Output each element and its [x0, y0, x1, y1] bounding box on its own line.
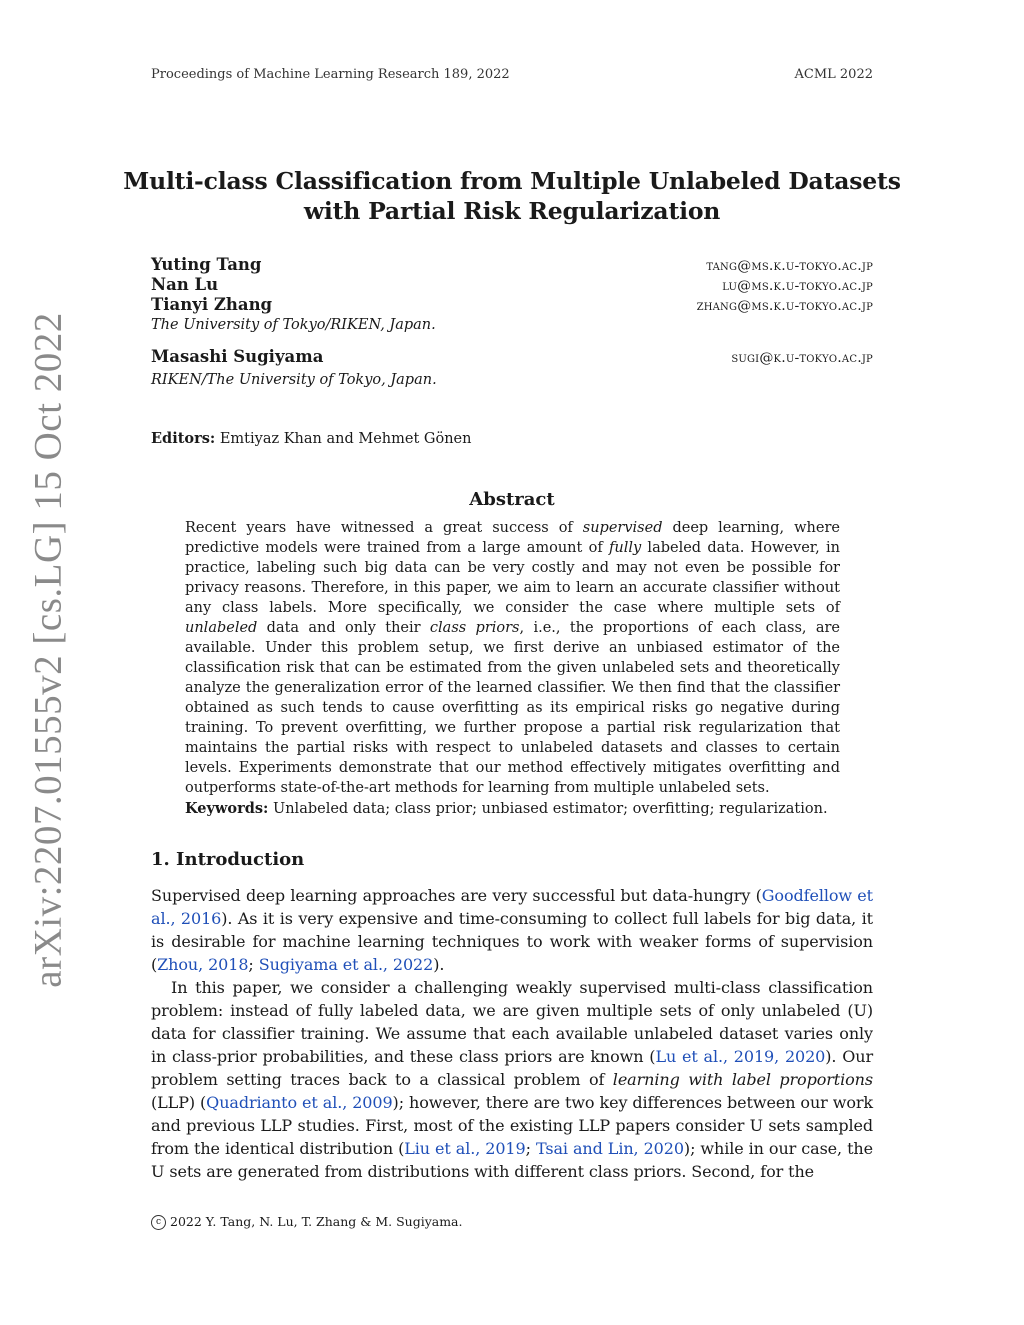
citation-link[interactable]: Goodfellow et al., 2016	[151, 886, 873, 928]
abstract-text: , i.e., the proportions of each class, are available. Under this problem setup, we first derive an unbiased estimator of the classification risk that can be estimated from the given unlabeled sets and theoretically analyze the generalization error of the learned classifier. We then find that the classifier obtained as such tends to cause overfitting as its empirical risks go negative during training. To prevent overfitting, we further propose a partial risk regularization that maintains the partial risks with respect to unlabeled datasets and classes to certain levels. Experiments demonstrate that our method effectively mitigates overfitting and outperforms state-of-the-art methods for learning from multiple unlabeled sets.	[185, 620, 840, 796]
body-text: ).	[433, 955, 445, 974]
paragraph	[151, 976, 873, 1183]
copyright-icon: c	[151, 1215, 166, 1230]
author-email: tang@ms.k.u-tokyo.ac.jp	[706, 258, 873, 274]
abstract-emphasis: class priors	[429, 620, 520, 636]
author-row	[151, 275, 873, 296]
editors-names: Emtiyaz Khan and Mehmet Gönen	[219, 431, 472, 447]
author-email: sugi@k.u-tokyo.ac.jp	[731, 350, 873, 366]
body-text: In this paper, we consider a challenging weakly supervised multi-class classification problem: instead of fully labeled data, we are given multiple sets of only unlabeled (U) data for classifier training. We assume that each available unlabeled dataset varies only in class-prior probabilities, and these class priors are known (	[151, 978, 873, 1066]
keywords-line	[185, 800, 840, 817]
author-name: Tianyi Zhang	[151, 295, 273, 314]
body-emphasis: learning with label proportions	[612, 1070, 873, 1089]
author-email: zhang@ms.k.u-tokyo.ac.jp	[696, 298, 873, 314]
citation-link[interactable]: Quadrianto et al., 2009	[206, 1093, 393, 1112]
citation-link[interactable]: Tsai and Lin, 2020	[535, 1139, 684, 1158]
author-row	[151, 347, 873, 368]
title-line-2: with Partial Risk Regularization	[303, 197, 721, 225]
body-text: ); however, there are two key differences between our work and previous LLP studies. First, most of the existing LLP papers consider U sets sampled from the identical distribution (	[151, 1093, 874, 1158]
arxiv-identifier-stamp: arXiv:2207.01555v2 [cs.LG] 15 Oct 2022	[26, 312, 70, 988]
paper-title	[120, 166, 904, 226]
body-text: ); while in our case, the U sets are generated from distributions with different class priors. Second, for the	[151, 1139, 873, 1181]
body-text: ). Our problem setting traces back to a classical problem of	[151, 1047, 873, 1089]
introduction-body	[151, 884, 873, 1183]
author-email: lu@ms.k.u-tokyo.ac.jp	[722, 278, 873, 294]
paragraph	[151, 884, 873, 976]
author-name: Masashi Sugiyama	[151, 347, 324, 366]
running-header-left: Proceedings of Machine Learning Research 189, 2022	[151, 67, 510, 82]
editors-line	[151, 430, 471, 447]
body-text: ;	[525, 1139, 536, 1158]
keywords-label: Keywords:	[185, 800, 269, 817]
body-text: Supervised deep learning approaches are very successful but data-hungry (	[151, 886, 762, 905]
body-text: (LLP) (	[151, 1093, 207, 1112]
citation-link[interactable]: Lu et al., 2019, 2020	[655, 1047, 826, 1066]
keywords-text: Unlabeled data; class prior; unbiased estimator; overfitting; regularization.	[273, 801, 828, 817]
citation-link[interactable]: Zhou, 2018	[157, 955, 249, 974]
citation-link[interactable]: Sugiyama et al., 2022	[258, 955, 434, 974]
section-heading-introduction: 1. Introduction	[151, 849, 305, 870]
body-text: ;	[248, 955, 259, 974]
title-line-1: Multi-class Classification from Multiple Unlabeled Datasets	[123, 167, 901, 195]
abstract-text: deep learning, where predictive models were trained from a large amount of	[185, 520, 840, 556]
citation-link[interactable]: Liu et al., 2019	[404, 1139, 526, 1158]
affiliation-2: RIKEN/The University of Tokyo, Japan.	[151, 372, 437, 388]
author-name: Nan Lu	[151, 275, 219, 294]
abstract-text: Recent years have witnessed a great success of	[185, 520, 583, 536]
abstract-body	[185, 518, 840, 798]
running-header-right: ACML 2022	[794, 67, 873, 82]
author-row	[151, 295, 873, 316]
author-row	[151, 255, 873, 276]
abstract-emphasis: fully	[608, 540, 642, 556]
author-name: Yuting Tang	[151, 255, 262, 274]
abstract-heading: Abstract	[469, 489, 555, 510]
copyright-footer	[151, 1214, 463, 1230]
editors-label: Editors:	[151, 430, 216, 447]
copyright-text: 2022 Y. Tang, N. Lu, T. Zhang & M. Sugiyama.	[170, 1214, 463, 1229]
affiliation-1: The University of Tokyo/RIKEN, Japan.	[151, 317, 436, 333]
body-text: ). As it is very expensive and time-consuming to collect full labels for big data, it is desirable for machine learning techniques to work with weaker forms of supervision (	[151, 909, 873, 974]
abstract-text: data and only their	[257, 620, 430, 636]
abstract-emphasis: unlabeled	[185, 620, 258, 636]
abstract-emphasis: supervised	[582, 520, 663, 536]
abstract-text: labeled data. However, in practice, labeling such big data can be very costly and may not even be possible for privacy reasons. Therefore, in this paper, we aim to learn an accurate classifier without any class labels. More specifically, we consider the case where multiple sets of	[185, 540, 840, 616]
